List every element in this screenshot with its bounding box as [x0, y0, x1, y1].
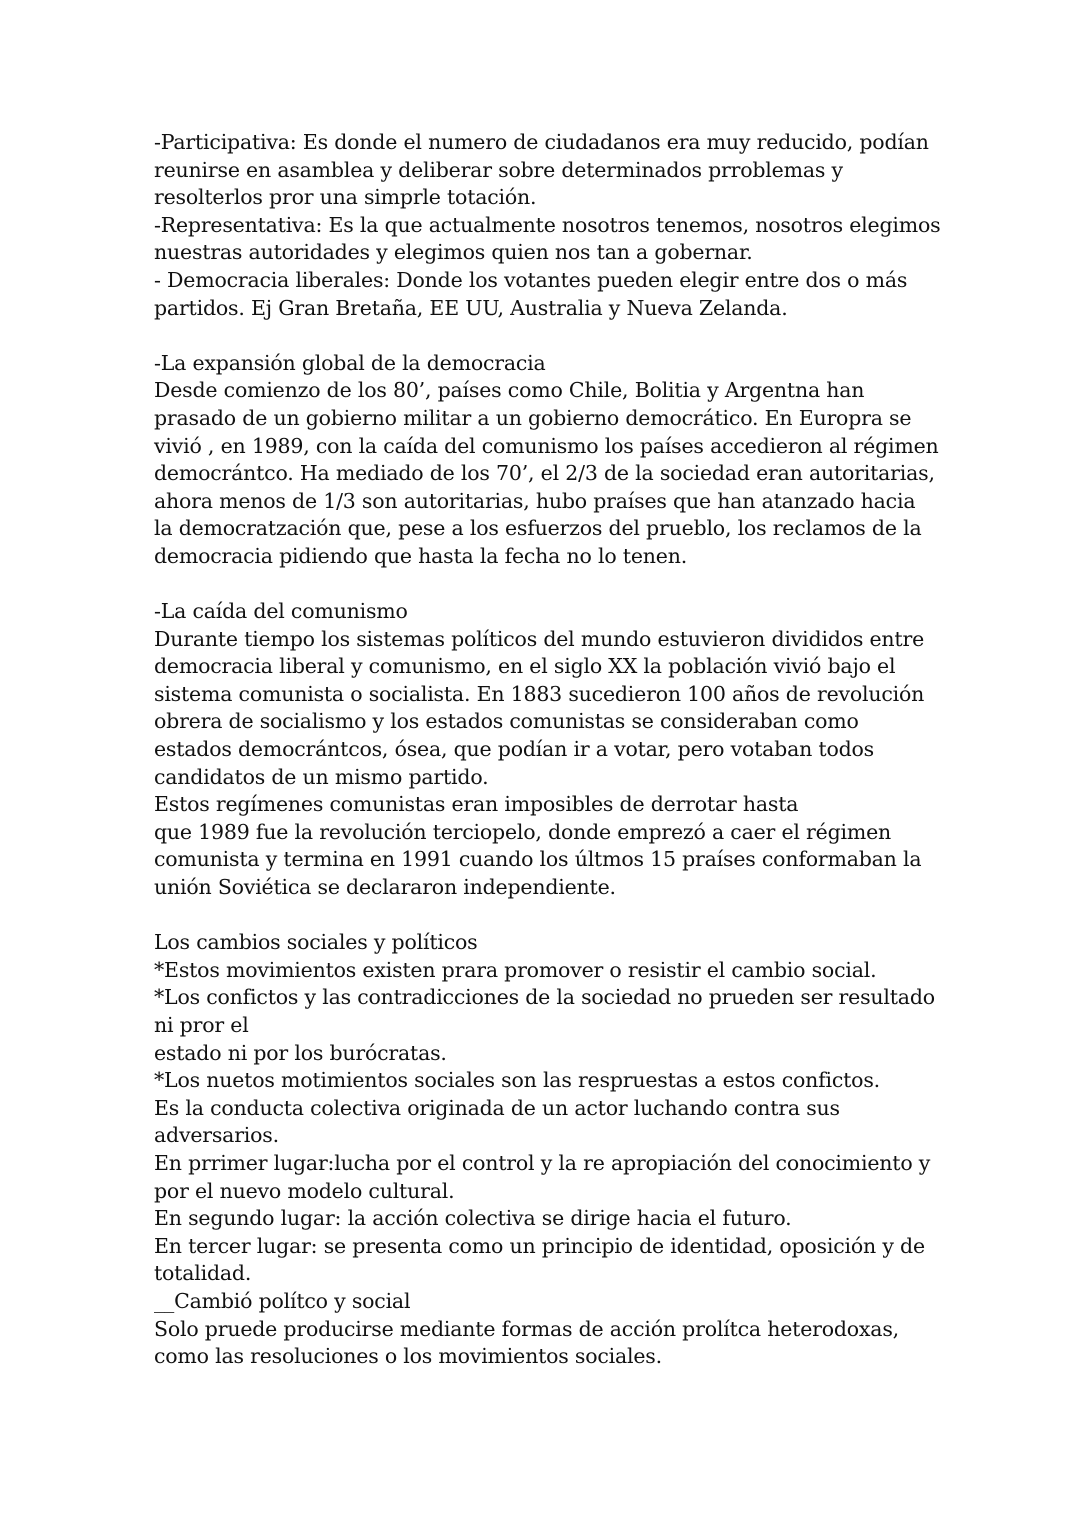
text-line: sistema comunista o socialista. En 1883 sucedieron 100 años de revolución: [154, 681, 925, 706]
text-line: nuestras autoridades y elegimos quien nos tan a gobernar.: [154, 240, 753, 265]
text-line: Estos regímenes comunistas eran imposibles de derrotar hasta: [154, 792, 799, 817]
text-line: En tercer lugar: se presenta como un principio de identidad, oposición y de: [154, 1233, 925, 1258]
text-line: -La caída del comunismo: [154, 599, 408, 624]
text-line: *Los confictos y las contradicciones de la sociedad no prueden ser resultado: [154, 985, 935, 1010]
text-line: candidatos de un mismo partido.: [154, 764, 489, 789]
text-line: democracia pidiendo que hasta la fecha no lo tenen.: [154, 543, 688, 568]
text-line: la democratzación que, pese a los esfuerzos del prueblo, los reclamos de la: [154, 516, 922, 541]
text-line: __Cambió polítco y social: [154, 1288, 411, 1313]
text-line: prasado de un gobierno militar a un gobierno democrático. En Europra se: [154, 405, 912, 430]
text-line: Desde comienzo de los 80’, países como Chile, Bolitia y Argentna han: [154, 378, 865, 403]
blank-line: [154, 571, 954, 599]
document-body: [154, 129, 954, 1371]
text-line: resolterlos pror una simprle totación.: [154, 185, 537, 210]
text-line: como las resoluciones o los movimientos sociales.: [154, 1344, 662, 1369]
text-line: Es la conducta colectiva originada de un actor luchando contra sus: [154, 1095, 840, 1120]
text-line: Durante tiempo los sistemas políticos del mundo estuvieron divididos entre: [154, 626, 925, 651]
text-line: *Estos movimientos existen prara promover o resistir el cambio social.: [154, 957, 877, 982]
text-line: reunirse en asamblea y deliberar sobre determinados prroblemas y: [154, 157, 843, 182]
text-line: Solo pruede producirse mediante formas de acción prolítca heterodoxas,: [154, 1316, 899, 1341]
text-line: estados democrántcos, ósea, que podían ir a votar, pero votaban todos: [154, 737, 874, 762]
text-line: totalidad.: [154, 1261, 252, 1286]
text-line: comunista y termina en 1991 cuando los últmos 15 praíses conformaban la: [154, 847, 922, 872]
text-line: adversarios.: [154, 1123, 279, 1148]
text-line: partidos. Ej Gran Bretaña, EE UU, Australia y Nueva Zelanda.: [154, 295, 788, 320]
text-line: democrántco. Ha mediado de los 70’, el 2/3 de la sociedad eran autoritarias,: [154, 461, 935, 486]
text-line: vivió , en 1989, con la caída del comunismo los países accedieron al régimen: [154, 433, 939, 458]
text-line: unión Soviética se declararon independiente.: [154, 875, 616, 900]
text-line: -Participativa: Es donde el numero de ciudadanos era muy reducido, podían: [154, 130, 929, 154]
text-line: por el nuevo modelo cultural.: [154, 1178, 455, 1203]
text-line: En segundo lugar: la acción colectiva se dirige hacia el futuro.: [154, 1206, 792, 1231]
text-line: -Representativa: Es la que actualmente nosotros tenemos, nosotros elegimos: [154, 212, 941, 237]
blank-line: [154, 322, 954, 350]
text-line: ahora menos de 1/3 son autoritarias, hubo praíses que han atanzado hacia: [154, 488, 916, 513]
text-line: - Democracia liberales: Donde los votantes pueden elegir entre dos o más: [154, 267, 908, 292]
text-line: que 1989 fue la revolución terciopelo, donde emprezó a caer el régimen: [154, 819, 892, 844]
text-line: *Los nuetos motimientos sociales son las respruestas a estos confictos.: [154, 1068, 880, 1093]
blank-line: [154, 902, 954, 930]
text-line: En prrimer lugar:lucha por el control y la re apropiación del conocimiento y: [154, 1150, 931, 1175]
text-line: obrera de socialismo y los estados comunistas se consideraban como: [154, 709, 859, 734]
text-line: Los cambios sociales y políticos: [154, 930, 478, 955]
text-line: democracia liberal y comunismo, en el siglo XX la población vivió bajo el: [154, 654, 896, 679]
text-line: ni pror el: [154, 1013, 249, 1037]
text-line: -La expansión global de la democracia: [154, 350, 546, 375]
text-line: estado ni por los burócratas.: [154, 1040, 447, 1065]
